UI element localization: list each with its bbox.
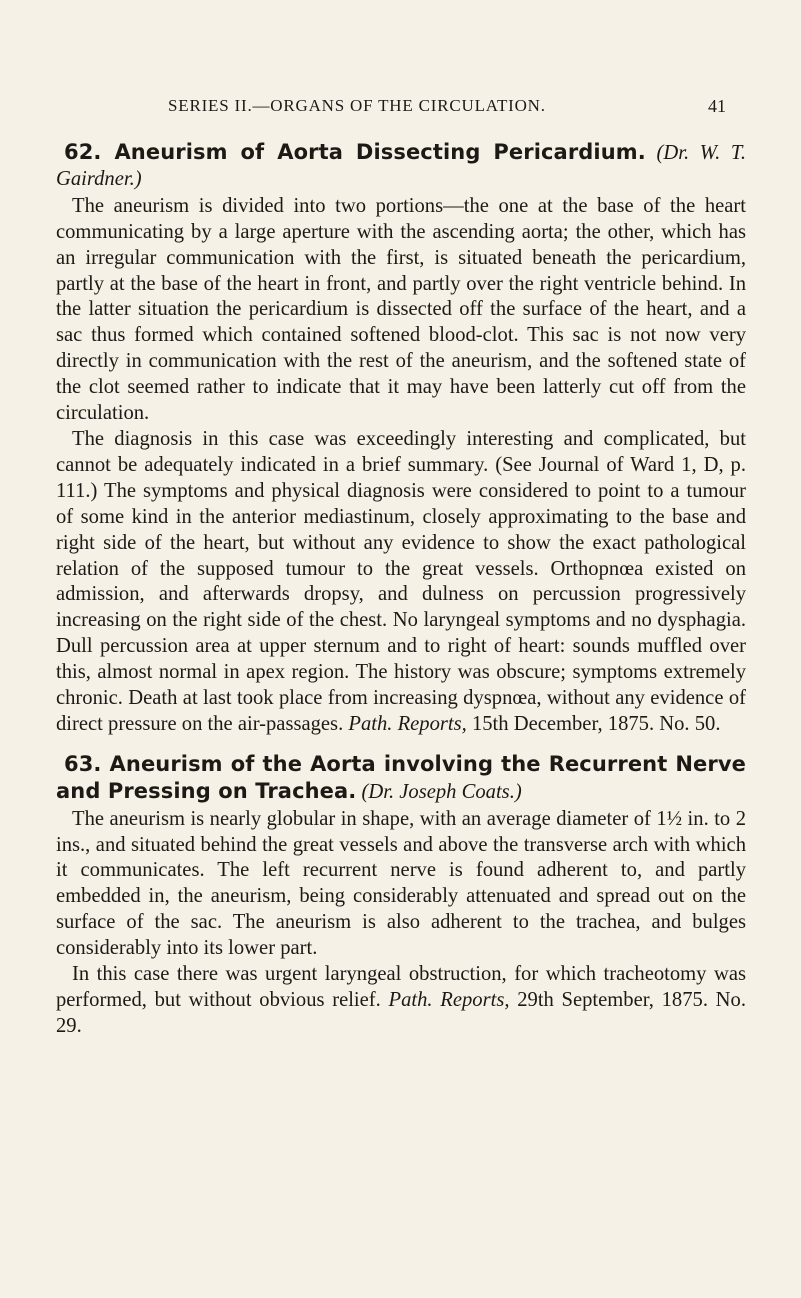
entry-title: 63. Aneurism of the Aorta involving the Recurrent Nerve and Pressing on Trachea. bbox=[56, 751, 746, 803]
paragraph-text: The aneurism is nearly globular in shape, with an average diameter of 1½ in. to 2 ins., and situated behind the great vessels and above the transverse arch with which it communicates. The left recurrent nerve is found adherent to, and partly embedded in, the aneurism, being considerably attenuated and spread out on the surface of the sac. The aneurism is also adherent to the trachea, and bulges considerably into its lower part. bbox=[56, 807, 746, 960]
paragraph bbox=[56, 427, 746, 738]
citation-source: Path. Reports, bbox=[388, 989, 510, 1011]
paragraph bbox=[56, 962, 746, 1040]
entry-62 bbox=[56, 140, 746, 738]
paragraph-text: The aneurism is divided into two portions—the one at the base of the heart communicating by a large aperture with the ascending aorta; the other, which has an irregular communication with the first, is situated beneath the pericardium, partly at the base of the heart in front, and partly over the right ventricle behind. In the latter situation the pericardium is dissected off the surface of the heart, and a sac thus formed which contained softened blood-clot. This sac is not now very directly in communication with the rest of the aneurism, and the softened state of the clot seemed rather to indicate that it may have been latterly cut off from the circulation. bbox=[56, 194, 746, 425]
entry-heading bbox=[56, 140, 746, 193]
paragraph bbox=[56, 807, 746, 962]
page-number: 41 bbox=[708, 96, 726, 116]
paragraph-text: The diagnosis in this case was exceedingly interesting and complicated, but cannot be adequately indicated in a brief summary. (See Journal of Ward 1, D, p. 111.) The symptoms and physical diagnosis were considered to point to a tumour of some kind in the anterior mediastinum, closely approximating to the base and right side of the heart, but without any evidence to show the exact pathological relation of the supposed tumour to the great vessels. Orthopnœa existed on admission, and afterwards dropsy, and dulness on percussion progressively increasing on the right side of the chest. No laryngeal symptoms and no dysphagia. Dull percussion area at upper sternum and to right of heart: sounds muffled over this, almost normal in apex region. The history was obscure; symptoms extremely chronic. Death at last took place from increasing dyspnœa, without any evidence of direct pressure on the air-passages. bbox=[56, 427, 746, 735]
entry-title: 62. Aneurism of Aorta Dissecting Pericardium. bbox=[64, 140, 646, 164]
entry-author: (Dr. W. T. Gairdner.) bbox=[56, 142, 746, 190]
entry-63 bbox=[56, 752, 746, 1040]
citation-detail: 15th December, 1875. No. 50. bbox=[471, 712, 721, 735]
citation-source: Path. Reports, bbox=[348, 712, 467, 735]
citation-detail: 29th September, 1875. No. 29. bbox=[56, 989, 747, 1037]
document-body bbox=[56, 140, 746, 1040]
entry-heading bbox=[56, 752, 746, 806]
entry-author: (Dr. Joseph Coats.) bbox=[361, 780, 522, 803]
paragraph-text: In this case there was urgent laryngeal obstruction, for which tracheotomy was performed, but without obvious relief. bbox=[56, 963, 746, 1011]
paragraph bbox=[56, 194, 746, 427]
running-title: SERIES II.—ORGANS OF THE CIRCULATION. bbox=[168, 96, 546, 115]
